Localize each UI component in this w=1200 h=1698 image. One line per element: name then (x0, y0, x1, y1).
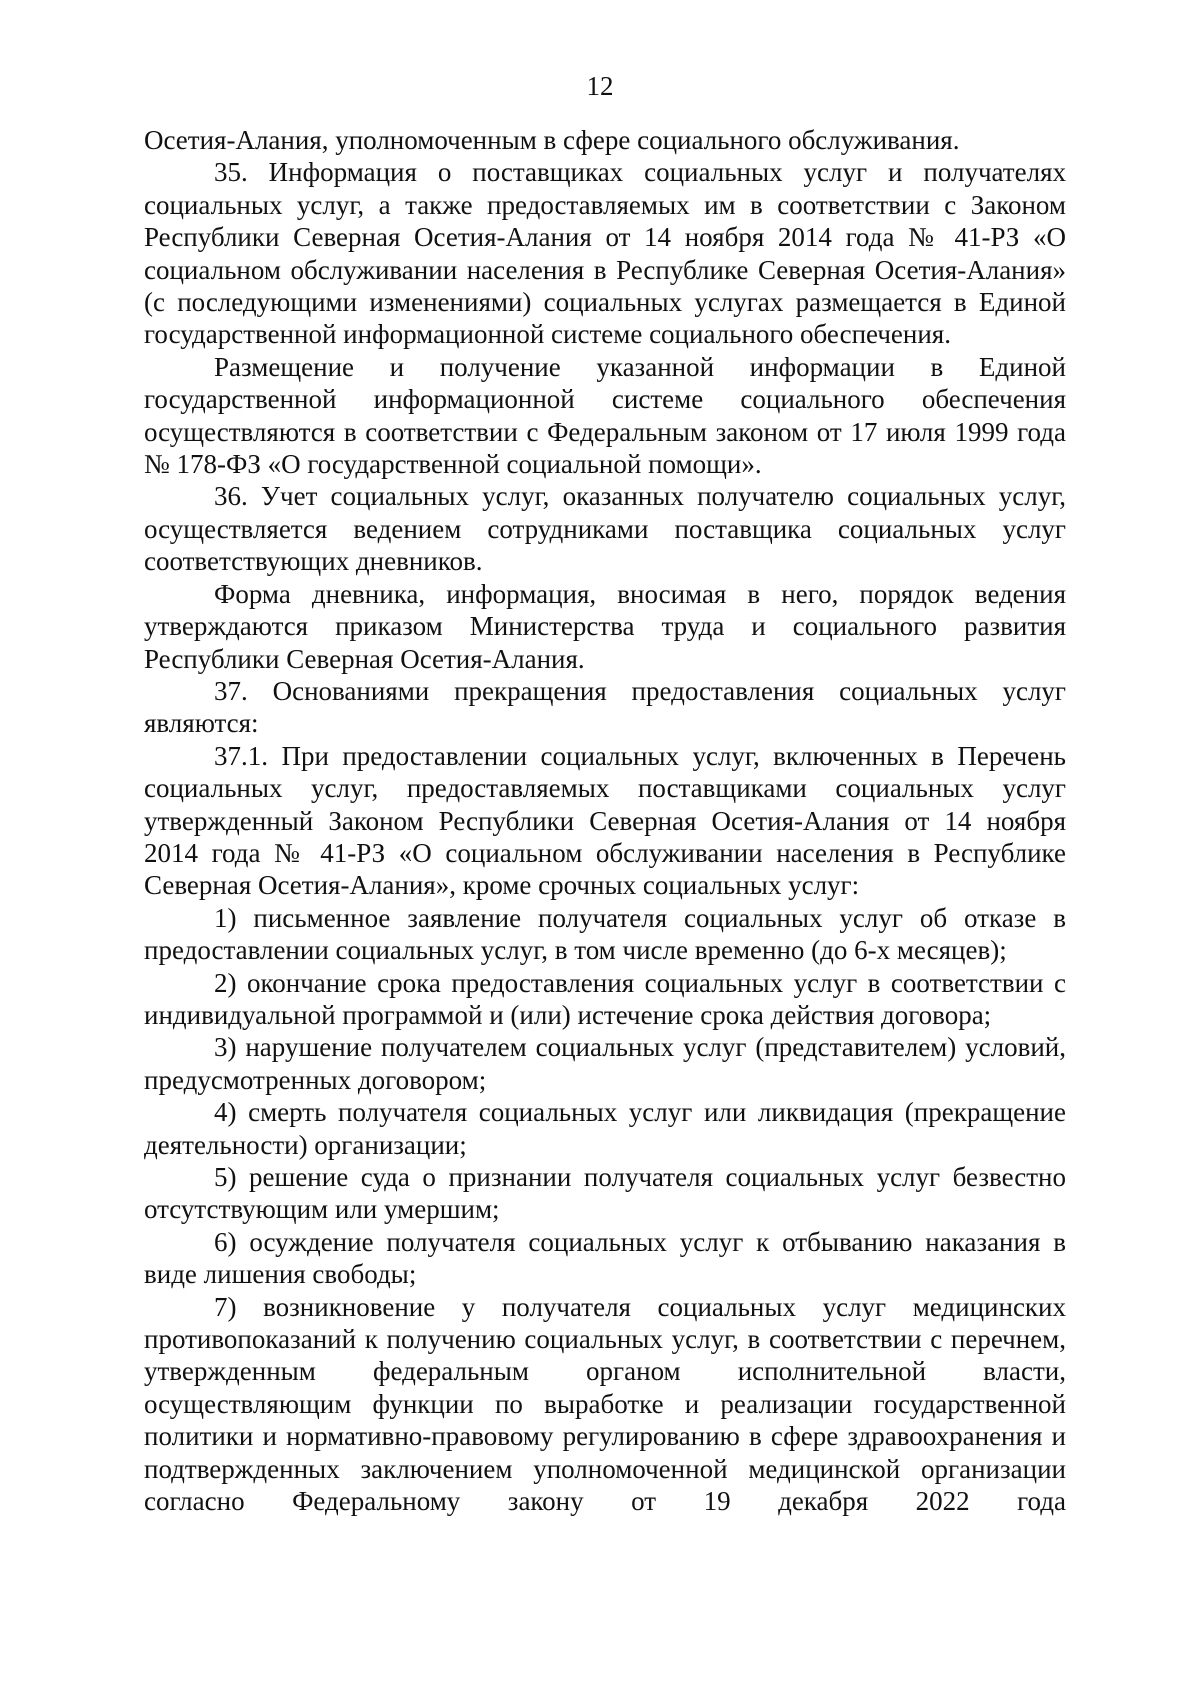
list-item-2: 2) окончание срока предоставления социальных услуг в соответствии с индивидуальной программой и (или) истечение срока действия договора; (144, 967, 1066, 1030)
page-number: 12 (586, 71, 614, 101)
paragraph-37-1: 37.1. При предоставлении социальных услуг, включенных в Перечень социальных услуг, предоставляемых поставщиками социальных услуг утвержденный Законом Республики Северная Осетия-Алания от 14 ноября 2014 года № 41-РЗ «О социальном обслуживании населения в Республике Северная Осетия-Алания», кроме срочных социальных услуг: (144, 740, 1066, 901)
paragraph-36: 36. Учет социальных услуг, оказанных получателю социальных услуг, осуществляется ведением сотрудниками поставщика социальных услуг соответствующих дневников. (144, 481, 1066, 577)
paragraph-36-diary-form: Форма дневника, информация, вносимая в него, порядок ведения утверждаются приказом Министерства труда и социального развития Республики Северная Осетия-Алания. (144, 578, 1066, 674)
list-item-7: 7) возникновение у получателя социальных услуг медицинских противопоказаний к получению социальных услуг, в соответствии с перечнем, утвержденным федеральным органом исполнительной власти, осуществляющим функции по выработке и реализации государственной политики и нормативно-правовому регулированию в сфере здравоохранения и подтвержденных заключением уполномоченной медицинской организации согласно Федеральному закону от 19 декабря 2022 года (144, 1291, 1066, 1517)
list-item-6: 6) осуждение получателя социальных услуг к отбыванию наказания в виде лишения свободы; (144, 1226, 1066, 1290)
list-item-3: 3) нарушение получателем социальных услуг (представителем) условий, предусмотренных договором; (144, 1032, 1066, 1095)
list-item-1: 1) письменное заявление получателя социальных услуг об отказе в предоставлении социальных услуг, в том числе временно (до 6-х месяцев); (144, 902, 1066, 966)
paragraph-35: 35. Информация о поставщиках социальных услуг и получателях социальных услуг, а также предоставляемых им в соответствии с Законом Республики Северная Осетия-Алания от 14 ноября 2014 года № 41-РЗ «О социальном обслуживании населения в Республике Северная Осетия-Алания» (с последующими изменениями) социальных услугах размещается в Единой государственной информационной системе социального обеспечения. (144, 157, 1066, 350)
list-item-5: 5) решение суда о признании получателя социальных услуг безвестно отсутствующим или умершим; (144, 1162, 1066, 1225)
paragraph-37: 37. Основаниями прекращения предоставления социальных услуг являются: (144, 675, 1066, 739)
paragraph-35-placement: Размещение и получение указанной информации в Единой государственной информационной системе социального обеспечения осуществляются в соответствии с Федеральным законом от 17 июля 1999 года № 178-ФЗ «О государственной социальной помощи». (144, 351, 1066, 480)
list-item-4: 4) смерть получателя социальных услуг или ликвидация (прекращение деятельности) организации; (144, 1097, 1066, 1160)
paragraph-continuation: Осетия-Алания, уполномоченным в сфере социального обслуживания. (144, 125, 960, 155)
document-body (144, 124, 1066, 1517)
